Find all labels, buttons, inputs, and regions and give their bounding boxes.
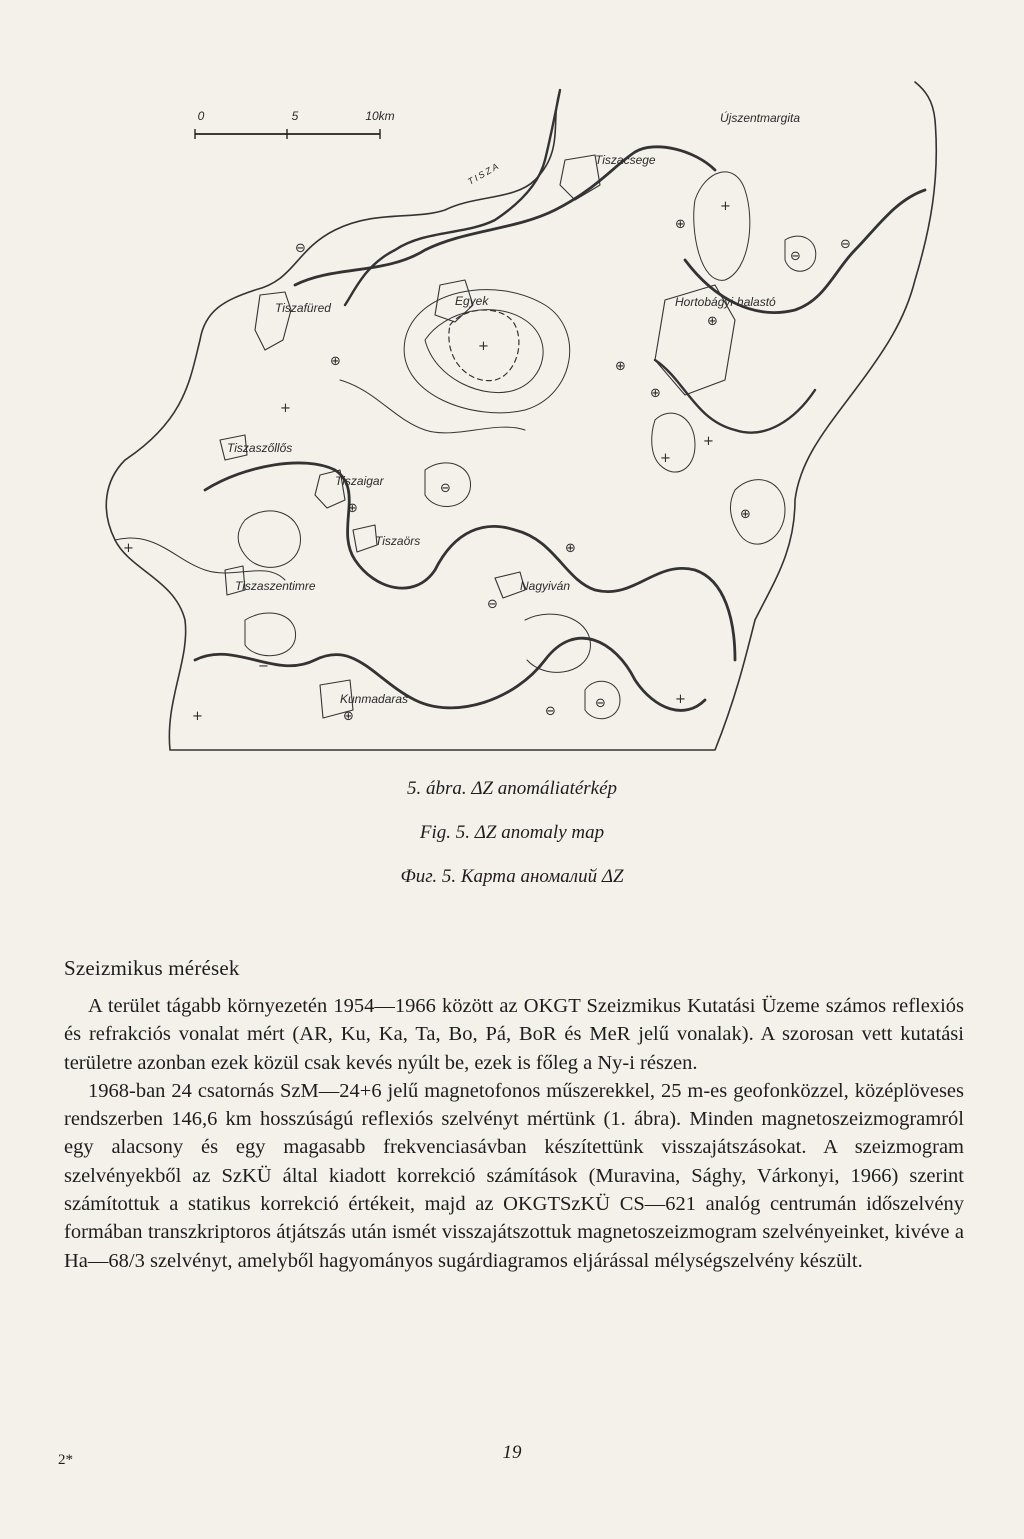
zero-contour-b xyxy=(205,463,735,660)
sign-plus: + xyxy=(192,709,203,724)
page-number: 19 xyxy=(502,1442,522,1463)
sign-plus: + xyxy=(703,434,714,449)
figure-caption-english: Fig. 5. ΔZ anomaly map xyxy=(419,822,605,843)
town-nagyivan: Nagyiván xyxy=(520,579,571,593)
scale-mid: 5 xyxy=(291,109,299,123)
sign-plus: + xyxy=(478,339,489,354)
sign-plus: + xyxy=(720,199,731,214)
scale-zero: 0 xyxy=(197,109,205,123)
town-tiszafured: Tiszafüred xyxy=(275,301,331,315)
river-label: TISZA xyxy=(466,160,502,187)
sign-plus: + xyxy=(675,692,686,707)
sign-plus: + xyxy=(660,451,671,466)
contour-6 xyxy=(238,511,300,567)
body-text xyxy=(64,992,964,1275)
figure-caption-russian: Фиг. 5. Карта аномалий ΔZ xyxy=(400,866,624,887)
scale-bar xyxy=(195,109,395,139)
sign-plus: + xyxy=(123,541,134,556)
outline-tiszacsege xyxy=(560,155,600,200)
sign-plus: + xyxy=(280,401,291,416)
contour-12 xyxy=(730,480,785,545)
town-tiszaors: Tiszaörs xyxy=(375,534,421,548)
section-heading: Szeizmikus mérések xyxy=(64,956,240,980)
zero-contour-a xyxy=(295,147,715,285)
zero-contour-e xyxy=(655,360,815,433)
sign-plus-circled: ⊕ xyxy=(650,386,661,401)
anomaly-map xyxy=(95,60,955,760)
contour-3 xyxy=(694,172,750,280)
sign-minus-circled: ⊖ xyxy=(440,481,451,496)
sign-plus-circled: ⊕ xyxy=(707,314,718,329)
sign-minus-circled: ⊖ xyxy=(790,249,801,264)
map-boundary xyxy=(106,82,936,750)
town-tiszaszollos: Tiszaszőllős xyxy=(227,441,293,455)
sign-plus-circled: ⊕ xyxy=(615,359,626,374)
town-tiszaszentimre: Tiszaszentimre xyxy=(235,579,316,593)
sign-minus-circled: ⊖ xyxy=(545,704,556,719)
contour-10 xyxy=(115,538,285,580)
sign-plus-circled: ⊕ xyxy=(330,354,341,369)
sign-minus: − xyxy=(258,659,269,674)
town-kunmadaras: Kunmadaras xyxy=(340,692,409,706)
paragraph-2: 1968-ban 24 csatornás SzM—24+6 jelű magnetofonos műszerekkel, 25 m-es geofonközzel, középlöveses rendszerben 146,6 km hosszúságú reflexiós szelvényt mértünk (1. ábra). Minden magnetoszeizmogramról egy alacsony és egy magasabb frekvenciasávban készítettünk visszajátszásokat. A szeizmogram szelvényekből az SzKÜ által kiadott korrekció számítások (Muravina, Sághy, Várkonyi, 1966) szerint számítottuk a statikus korrekció értékeit, majd az OKGTSzKÜ CS—621 analóg centrumán időszelvény formában transzkriptoros átjátszás után ismét visszajátszottuk magnetoszeizmogram szelvényeinket, kivéve a Ha—68/3 szelvényt, amelyből hagyományos sugárdiagramos eljárással mélységszelvény készült. xyxy=(64,1079,964,1272)
paragraph-1: A terület tágabb környezetén 1954—1966 között az OKGT Szeizmikus Kutatási Üzeme számos reflexiós és refrakciós vonalat mért (AR, Ku, Ka, Ta, Bo, Pá, BoR és MeR jelű vonalak). A szorosan vett kutatási területre azonban ezek közül csak kevés nyúlt be, ezek is főleg a Ny-i részen. xyxy=(64,995,964,1074)
town-ujszentmargita: Újszentmargita xyxy=(720,111,801,125)
contour-9 xyxy=(245,613,296,656)
contour-13 xyxy=(525,614,590,672)
sign-plus-circled: ⊕ xyxy=(347,501,358,516)
town-tiszacsege: Tiszacsege xyxy=(595,153,656,167)
anomaly-map-drawing xyxy=(95,60,955,760)
town-tiszaigar: Tiszaigar xyxy=(335,474,384,488)
town-egyek: Egyek xyxy=(455,294,489,308)
sign-plus-circled: ⊕ xyxy=(343,709,354,724)
town-hortobagy: Hortobágyi-halastó xyxy=(675,295,776,309)
zero-contour-c xyxy=(195,638,705,710)
outline-tiszaors xyxy=(353,525,377,552)
sign-minus-circled: ⊖ xyxy=(595,696,606,711)
sign-minus-circled: ⊖ xyxy=(295,241,306,256)
sign-minus-circled: ⊖ xyxy=(840,237,851,252)
sign-plus-circled: ⊕ xyxy=(740,507,751,522)
signature-mark: 2* xyxy=(58,1452,73,1468)
figure-caption-hungarian: 5. ábra. ΔZ anomáliatérkép xyxy=(406,778,618,799)
contour-5 xyxy=(652,413,695,472)
sign-plus-circled: ⊕ xyxy=(675,217,686,232)
sign-plus-circled: ⊕ xyxy=(565,541,576,556)
sign-minus-circled: ⊖ xyxy=(487,597,498,612)
contour-11 xyxy=(340,380,525,433)
scale-end: 10km xyxy=(365,109,395,123)
anomaly-signs xyxy=(123,199,851,724)
